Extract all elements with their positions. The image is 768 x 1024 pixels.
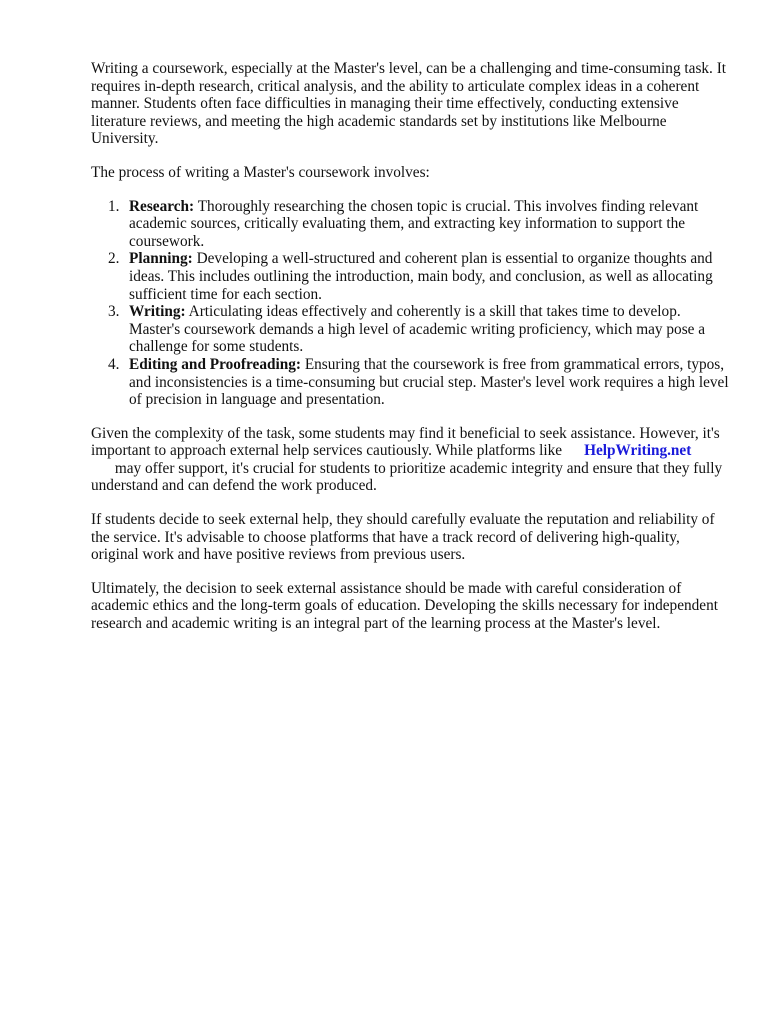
list-item-text: Developing a well-structured and coherent plan is essential to organize thoughts and ideas. This includes outlining the introduction, main body, and conclusion, as well as allocating sufficient time for each section. [129,250,713,303]
list-item-number: 2. [108,250,120,268]
assistance-text-before-link: Given the complexity of the task, some students may find it beneficial to seek assistance. However, it's important to approach external help services cautiously. While platforms like [91,424,720,460]
list-item-writing [91,303,731,356]
list-item-research [91,198,731,251]
conclusion-paragraph: Ultimately, the decision to seek external assistance should be made with careful consideration of academic ethics and the long-term goals of education. Developing the skills necessary for independent research and academic writing is an integral part of the learning process at the Master's level. [91,579,718,633]
list-item-text: Thoroughly researching the chosen topic is crucial. This involves finding relevant academic sources, critically evaluating them, and extracting key information to support the coursework. [129,197,699,250]
process-intro-paragraph: The process of writing a Master's coursework involves: [91,163,430,181]
list-item-text: Ensuring that the coursework is free from grammatical errors, typos, and inconsistencies is a time-consuming but crucial step. Master's level work requires a high level of precision in language and presentation. [129,355,729,409]
list-item-text: Articulating ideas effectively and coherently is a skill that takes time to develop. Master's coursework demands a high level of academic writing proficiency, which may pose a challenge for some students. [129,303,706,356]
list-item-term: Editing and Proofreading: [129,355,301,373]
assistance-paragraph [91,425,731,495]
list-item-number: 1. [108,197,120,215]
process-steps-list [91,198,731,409]
assistance-text-after-link: may offer support, it's crucial for students to prioritize academic integrity and ensure that they fully understand and can defend the work produced. [91,459,723,495]
list-item-term: Research: [129,197,195,215]
evaluate-paragraph: If students decide to seek external help, they should carefully evaluate the reputation and reliability of the service. It's advisable to choose platforms that have a track record of delivering high-quality, original work and have positive reviews from previous users. [91,511,715,564]
helpwriting-link[interactable]: HelpWriting.net [584,442,692,460]
list-item-term: Writing: [129,303,186,321]
document-page [91,60,731,649]
list-item-editing [91,356,731,409]
list-item-number: 3. [108,303,120,321]
intro-paragraph: Writing a coursework, especially at the Master's level, can be a challenging and time-consuming task. It requires in-depth research, critical analysis, and the ability to articulate complex ideas in a coherent manner. Students often face difficulties in managing their time effectively, conducting extensive literature reviews, and meeting the high academic standards set by institutions like Melbourne University. [91,60,727,148]
list-item-planning [91,250,731,303]
list-item-term: Planning: [129,250,193,268]
list-item-number: 4. [108,355,120,373]
